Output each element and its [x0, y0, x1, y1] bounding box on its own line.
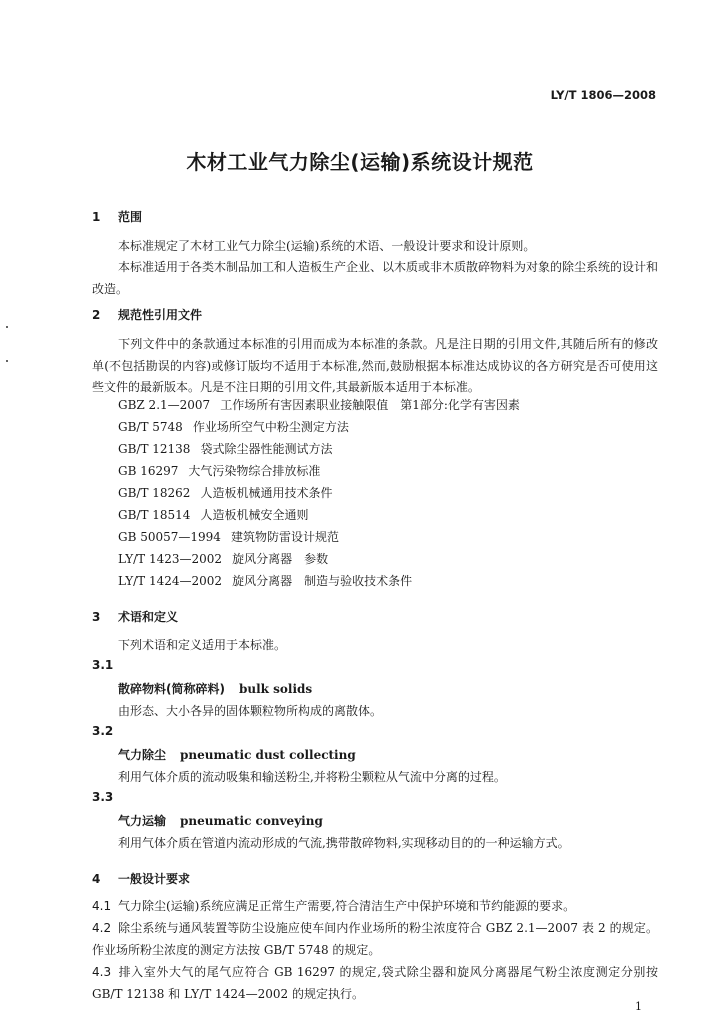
- section-3-intro: 下列术语和定义适用于本标准。: [118, 638, 287, 652]
- scan-speck: [6, 326, 8, 328]
- document-title: 木材工业气力除尘(运输)系统设计规范: [186, 150, 534, 174]
- section-number: 4: [92, 872, 101, 886]
- reference-item: [118, 550, 328, 567]
- term-en: bulk solids: [238, 682, 313, 696]
- reference-item: [118, 396, 520, 413]
- term-cn: 气力除尘: [118, 748, 167, 762]
- section-2-paragraph: [92, 334, 658, 399]
- section-2-heading: [92, 306, 202, 323]
- term-definition: 利用气体介质的流动吸集和输送粉尘,并将粉尘颗粒从气流中分离的过程。: [118, 770, 506, 784]
- section-number: 3: [92, 610, 101, 624]
- reference-name: 袋式除尘器性能测试方法: [200, 442, 333, 456]
- standard-code: LY/T 1806—2008: [550, 88, 656, 102]
- paragraph-text: 本标准适用于各类木制品加工和人造板生产企业、以木质或非木质散碎物料为对象的除尘系统的设计和改造。: [92, 260, 659, 296]
- term-heading: [118, 680, 312, 697]
- term-number: 3.2: [92, 724, 114, 738]
- clause-text: 排入室外大气的尾气应符合 GB 16297 的规定,袋式除尘器和旋风分离器尾气粉尘浓度测定分别按 GB/T 12138 和 LY/T 1424—2002 的规定执行。: [92, 965, 658, 1001]
- reference-item: [118, 418, 349, 435]
- clause-number: 4.2: [92, 921, 112, 935]
- term-cn: 气力运输: [118, 814, 167, 828]
- term-cn: 散碎物料(简称碎料): [118, 682, 225, 696]
- term-en: pneumatic dust collecting: [180, 748, 356, 762]
- reference-item: [118, 506, 308, 523]
- section-1-paragraph-1: [92, 236, 658, 258]
- section-title: 术语和定义: [118, 610, 179, 624]
- reference-item: [118, 528, 339, 545]
- reference-item: [118, 484, 332, 501]
- section-4-heading: [92, 870, 190, 887]
- term-number: 3.1: [92, 658, 114, 672]
- scan-speck: [6, 360, 8, 362]
- section-title: 范围: [118, 210, 143, 224]
- section-number: 2: [92, 308, 101, 322]
- page-number: 1: [635, 1000, 642, 1013]
- clause-item: [92, 918, 658, 961]
- term-number: 3.3: [92, 790, 114, 804]
- reference-item: [118, 440, 332, 457]
- clause-item: [92, 896, 658, 918]
- reference-code: GB 16297: [118, 464, 179, 478]
- reference-code: GB/T 12138: [118, 442, 191, 456]
- term-en: pneumatic conveying: [180, 814, 323, 828]
- reference-code: GB/T 18262: [118, 486, 191, 500]
- reference-item: [118, 572, 412, 589]
- section-number: 1: [92, 210, 101, 224]
- section-title: 一般设计要求: [118, 872, 191, 886]
- reference-code: LY/T 1423—2002: [118, 552, 223, 566]
- clause-number: 4.3: [92, 965, 112, 979]
- reference-code: GB/T 5748: [118, 420, 183, 434]
- reference-code: GB 50057—1994: [118, 530, 221, 544]
- term-definition: 由形态、大小各异的固体颗粒物所构成的离散体。: [118, 704, 383, 718]
- reference-name: 作业场所空气中粉尘测定方法: [192, 420, 349, 434]
- reference-name: 大气污染物综合排放标准: [188, 464, 321, 478]
- reference-name: 建筑物防雷设计规范: [230, 530, 339, 544]
- reference-name: 工作场所有害因素职业接触限值 第1部分:化学有害因素: [220, 398, 520, 412]
- reference-name: 人造板机械通用技术条件: [200, 486, 333, 500]
- term-definition: 利用气体介质在管道内流动形成的气流,携带散碎物料,实现移动目的的一种运输方式。: [118, 836, 570, 850]
- clause-text: 除尘系统与通风装置等防尘设施应使车间内作业场所的粉尘浓度符合 GBZ 2.1—2007 表 2 的规定。作业场所粉尘浓度的测定方法按 GB/T 5748 的规定。: [92, 921, 658, 957]
- section-1-heading: [92, 208, 142, 225]
- clause-text: 气力除尘(运输)系统应满足正常生产需要,符合清洁生产中保护环境和节约能源的要求。: [118, 899, 576, 913]
- reference-name: 人造板机械安全通则: [200, 508, 309, 522]
- clause-number: 4.1: [92, 899, 112, 913]
- section-1-paragraph-2: [92, 257, 658, 300]
- term-heading: [118, 746, 356, 763]
- section-title: 规范性引用文件: [118, 308, 203, 322]
- reference-item: [118, 462, 320, 479]
- clause-item: [92, 962, 658, 1005]
- reference-name: 旋风分离器 制造与验收技术条件: [232, 574, 413, 588]
- section-3-heading: [92, 608, 178, 625]
- reference-code: GBZ 2.1—2007: [118, 398, 211, 412]
- reference-code: LY/T 1424—2002: [118, 574, 223, 588]
- term-heading: [118, 812, 323, 829]
- reference-name: 旋风分离器 参数: [232, 552, 329, 566]
- paragraph-text: 下列文件中的条款通过本标准的引用而成为本标准的条款。凡是注日期的引用文件,其随后所有的修改单(不包括勘误的内容)或修订版均不适用于本标准,然而,鼓励根据本标准达成协议的各方研究是否可使用这些文件的最新版本。凡是不注日期的引用文件,其最新版本适用于本标准。: [92, 337, 658, 394]
- paragraph-text: 本标准规定了木材工业气力除尘(运输)系统的术语、一般设计要求和设计原则。: [118, 239, 536, 253]
- reference-code: GB/T 18514: [118, 508, 191, 522]
